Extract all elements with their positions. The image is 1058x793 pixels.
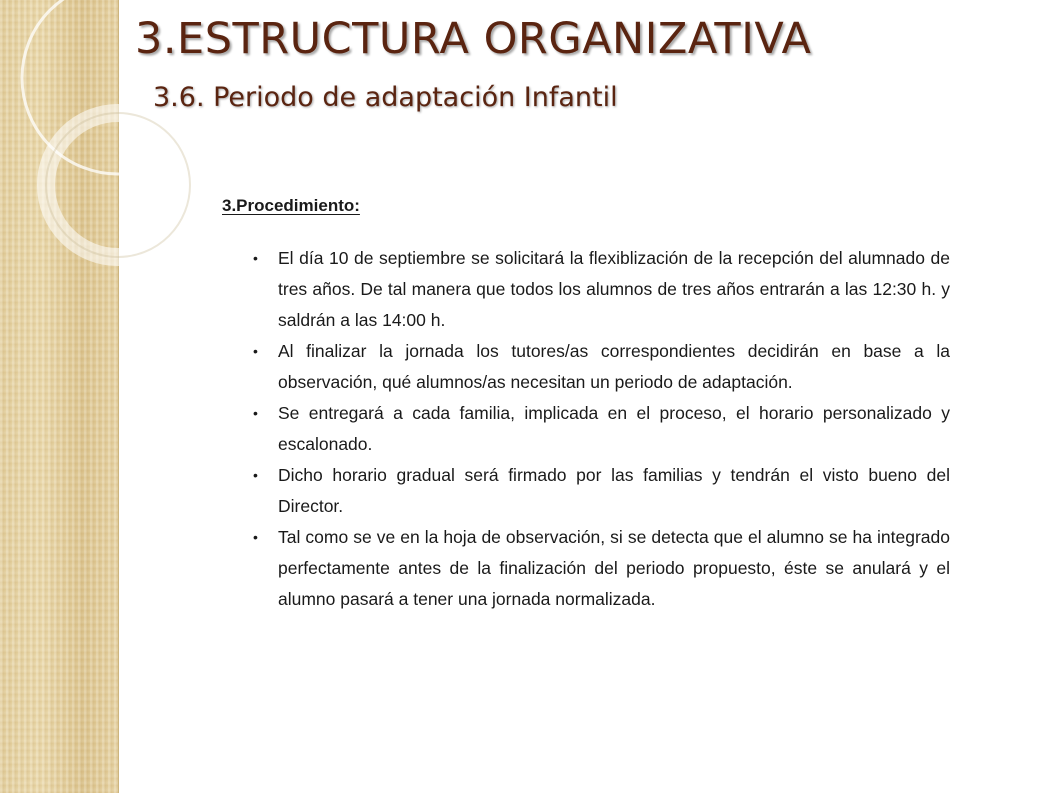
slide-title: 3.ESTRUCTURA ORGANIZATIVA (135, 14, 812, 64)
bullet-icon: • (253, 405, 258, 421)
decorative-texture-strip (0, 0, 119, 793)
slide-subtitle: 3.6. Periodo de adaptación Infantil (153, 82, 618, 113)
procedure-content (222, 196, 950, 615)
list-item (222, 398, 950, 460)
list-item-text: Al finalizar la jornada los tutores/as correspondientes decidirán en base a la observación, qué alumnos/as necesitan un periodo de adaptación. (278, 341, 950, 392)
list-item (222, 243, 950, 336)
list-item-text: Tal como se ve en la hoja de observación, si se detecta que el alumno se ha integrado perfectamente antes de la finalización del periodo propuesto, éste se anulará y el alumno pasará a tener una jornada normalizada. (278, 527, 950, 609)
list-item-text: Dicho horario gradual será firmado por las familias y tendrán el visto bueno del Director. (278, 465, 950, 516)
procedure-list (222, 243, 950, 615)
list-item-text: El día 10 de septiembre se solicitará la flexiblización de la recepción del alumnado de tres años. De tal manera que todos los alumnos de tres años entrarán a las 12:30 h. y saldrán a las 14:00 h. (278, 248, 950, 330)
list-item-text: Se entregará a cada familia, implicada en el proceso, el horario personalizado y escalonado. (278, 403, 950, 454)
bullet-icon: • (253, 250, 258, 266)
bullet-icon: • (253, 467, 258, 483)
bullet-icon: • (253, 529, 258, 545)
bullet-icon: • (253, 343, 258, 359)
list-item (222, 336, 950, 398)
section-heading: 3.Procedimiento: (222, 196, 360, 215)
list-item (222, 522, 950, 615)
list-item (222, 460, 950, 522)
